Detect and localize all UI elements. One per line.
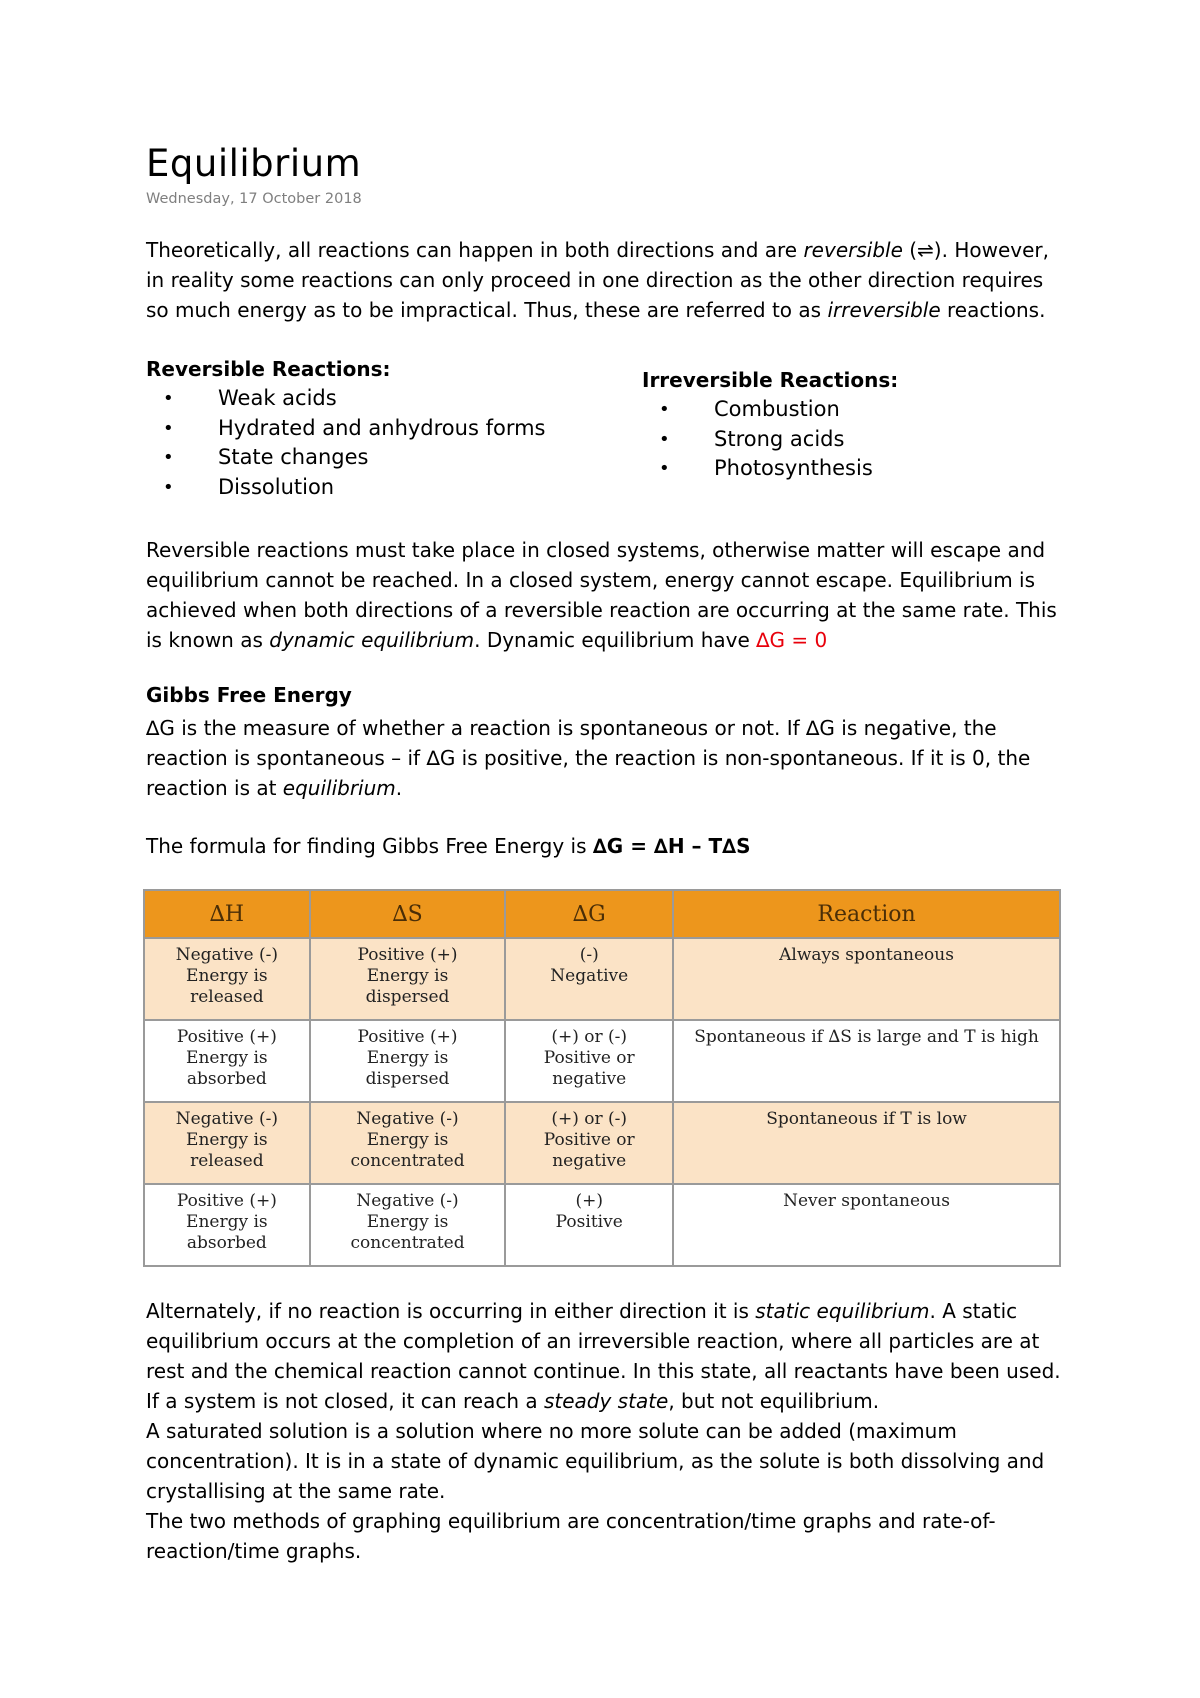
- gibbs-table: [143, 889, 1061, 1267]
- gibbs-paragraph: ∆G is the measure of whether a reaction is spontaneous or not. If ∆G is negative, the reaction is spontaneous – if ∆G is positive, the reaction is non-spontaneous. If it is 0, the reaction is at equilibrium.: [146, 716, 1031, 800]
- reversible-heading: Reversible Reactions:: [146, 357, 391, 381]
- cell-delta-g: (-) Negative: [505, 938, 673, 1020]
- cell-reaction: Spontaneous if T is low: [673, 1102, 1060, 1184]
- table-row: [144, 938, 1060, 1020]
- cell-delta-g: (+) or (-) Positive or negative: [505, 1102, 673, 1184]
- bullet-icon: •: [659, 399, 670, 420]
- header-delta-g: ∆G: [505, 890, 673, 938]
- list-item: • Strong acids: [642, 425, 898, 455]
- cell-delta-h: Positive (+) Energy is absorbed: [144, 1020, 310, 1102]
- table-header-row: [144, 890, 1060, 938]
- table-row: [144, 1020, 1060, 1102]
- irreversible-heading: Irreversible Reactions:: [642, 368, 899, 392]
- list-item: • State changes: [146, 443, 546, 473]
- cell-delta-h: Positive (+) Energy is absorbed: [144, 1184, 310, 1266]
- cell-delta-s: Negative (-) Energy is concentrated: [310, 1184, 506, 1266]
- reversible-reactions-list: [146, 354, 546, 502]
- cell-delta-h: Negative (-) Energy is released: [144, 938, 310, 1020]
- saturated-paragraph: A saturated solution is a solution where no more solute can be added (maximum concentration). It is in a state of dynamic equilibrium, as the solute is both dissolving and crystallising at the same rate.: [146, 1419, 1045, 1503]
- delta-g-zero: ∆G = 0: [756, 628, 828, 652]
- formula-line: The formula for finding Gibbs Free Energy is ∆G = ∆H – T∆S: [146, 834, 751, 858]
- cell-delta-s: Positive (+) Energy is dispersed: [310, 938, 506, 1020]
- gibbs-heading: Gibbs Free Energy: [146, 683, 352, 707]
- cell-reaction: Always spontaneous: [673, 938, 1060, 1020]
- page-title: Equilibrium: [146, 142, 362, 185]
- page-date: Wednesday, 17 October 2018: [146, 191, 362, 207]
- list-item: • Hydrated and anhydrous forms: [146, 414, 546, 444]
- list-item: • Photosynthesis: [642, 454, 898, 484]
- static-equilibrium-paragraph: Alternately, if no reaction is occurring in either direction it is static equilibrium. A static equilibrium occurs at the completion of an irreversible reaction, where all particles are at rest and the chemical reaction cannot continue. In this state, all reactants have been used. If a system is not closed, it can reach a steady state, but not equilibrium.: [146, 1299, 1061, 1413]
- table-row: [144, 1184, 1060, 1266]
- cell-delta-g: (+) or (-) Positive or negative: [505, 1020, 673, 1102]
- cell-reaction: Spontaneous if ∆S is large and T is high: [673, 1020, 1060, 1102]
- header-delta-h: ∆H: [144, 890, 310, 938]
- closed-systems-paragraph: Reversible reactions must take place in closed systems, otherwise matter will escape and equilibrium cannot be reached. In a closed system, energy cannot escape. Equilibrium is achieved when both directions of a reversible reaction are occurring at the same rate. This is known as dynamic equilibrium. Dynamic equilibrium have ∆G = 0: [146, 538, 1057, 652]
- list-item: • Dissolution: [146, 473, 546, 503]
- cell-delta-g: (+) Positive: [505, 1184, 673, 1266]
- gibbs-formula: ∆G = ∆H – T∆S: [592, 834, 751, 858]
- bullet-icon: •: [659, 458, 670, 479]
- cell-reaction: Never spontaneous: [673, 1184, 1060, 1266]
- intro-paragraph: Theoretically, all reactions can happen in both directions and are reversible (⇌). However, in reality some reactions can only proceed in one direction as the other direction requires so much energy as to be impractical. Thus, these are referred to as irreversible reactions.: [146, 238, 1049, 322]
- irreversible-reactions-list: [642, 365, 898, 484]
- bullet-icon: •: [163, 447, 174, 468]
- table-row: [144, 1102, 1060, 1184]
- list-item: • Combustion: [642, 395, 898, 425]
- cell-delta-s: Positive (+) Energy is dispersed: [310, 1020, 506, 1102]
- bullet-icon: •: [163, 388, 174, 409]
- header-reaction: Reaction: [673, 890, 1060, 938]
- bullet-icon: •: [659, 428, 670, 450]
- list-item: • Weak acids: [146, 384, 546, 414]
- bullet-icon: •: [163, 476, 174, 498]
- graphing-paragraph: The two methods of graphing equilibrium are concentration/time graphs and rate-of-reaction/time graphs.: [146, 1509, 996, 1563]
- cell-delta-h: Negative (-) Energy is released: [144, 1102, 310, 1184]
- header-delta-s: ∆S: [310, 890, 506, 938]
- bullet-icon: •: [163, 417, 174, 439]
- cell-delta-s: Negative (-) Energy is concentrated: [310, 1102, 506, 1184]
